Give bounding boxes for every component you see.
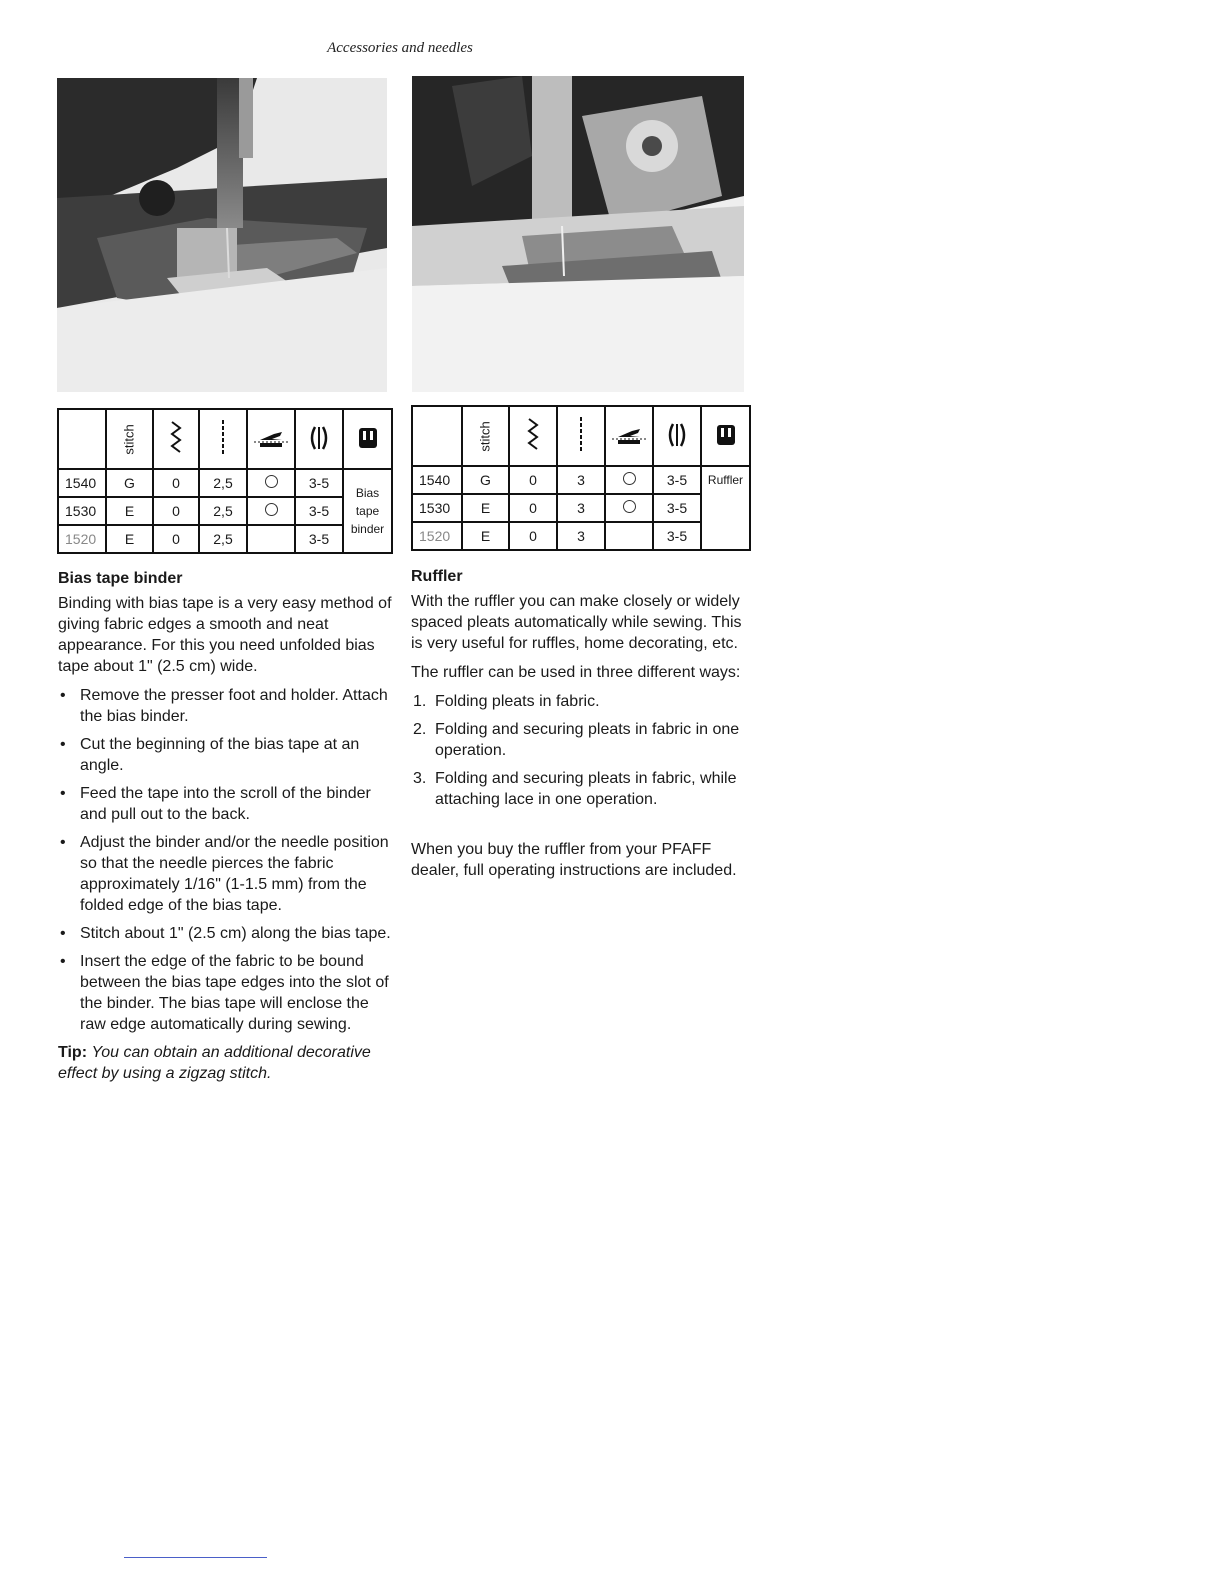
zigzag-stitch-width-icon [153,409,199,469]
model-cell: 1530 [412,494,462,522]
foot-label-line: tape [355,504,380,518]
table-row [412,466,750,494]
foot-cell [343,469,392,553]
circle-icon [265,475,278,488]
ways-list [411,691,749,810]
stitch-cell: G [462,466,509,494]
instruction-list [58,685,394,1035]
list-item [411,691,749,712]
spacer [411,817,749,839]
length-cell: 3 [557,494,605,522]
stitch-length-icon [557,406,605,466]
ways-intro: The ruffler can be used in three different ways: [411,664,741,681]
width-cell: 0 [509,522,557,550]
presser-foot-icon [343,409,392,469]
stitch-label: stitch [478,421,493,452]
tension-cell: 3-5 [295,497,343,525]
list-item: • Stitch about 1" (2.5 cm) along the bias tape. [58,923,394,944]
list-item: • Insert the edge of the fabric to be bound between the bias tape edges into the slot of the binder. The bias tape will enclose the raw edge automatically during sewing. [58,951,394,1035]
width-cell: 0 [153,525,199,553]
list-item: • Feed the tape into the scroll of the binder and pull out to the back. [58,783,394,825]
section-intro: With the ruffler you can make closely or widely spaced pleats automatically while sewing. This is very useful for ruffles, home decorating, etc. [411,593,742,652]
zigzag-stitch-width-icon [509,406,557,466]
bias-binder-settings-table [57,408,393,554]
step-number: 3. [413,770,427,787]
table-row [58,525,392,553]
table-row [412,494,750,522]
model-cell: 1540 [58,469,106,497]
presser-foot-icon [701,406,750,466]
stitch-header [462,406,509,466]
table-row [58,469,392,497]
foot-cell: Ruffler [701,466,750,550]
section-intro: Binding with bias tape is a very easy method of giving fabric edges a smooth and neat appearance. For this you need unfolded bias tape about 1" (2.5 cm) wide. [58,595,392,675]
step-text: Folding and securing pleats in fabric, while attaching lace in one operation. [435,770,737,808]
bias-binder-section [58,568,394,1092]
width-cell: 0 [153,497,199,525]
stitch-label: stitch [122,424,137,455]
stitch-length-icon [199,409,247,469]
circle-icon [623,500,636,513]
closing-note: When you buy the ruffler from your PFAFF dealer, full operating instructions are included. [411,841,737,879]
list-item [411,719,749,761]
model-cell: 1520 [412,522,462,550]
stitch-cell: G [106,469,153,497]
stitch-header [106,409,153,469]
thread-tension-icon [653,406,701,466]
list-item: • Cut the beginning of the bias tape at an angle. [58,734,394,776]
list-item: • Remove the presser foot and holder. Attach the bias binder. [58,685,394,727]
stitch-cell: E [106,525,153,553]
table-header-row [412,406,750,466]
step-number: 1. [413,693,427,710]
page-header: Accessories and needles [327,40,473,56]
length-cell: 2,5 [199,497,247,525]
width-cell: 0 [153,469,199,497]
table-row [58,497,392,525]
stitch-cell: E [462,494,509,522]
feed-cell [247,497,295,525]
model-cell: 1530 [58,497,106,525]
width-cell: 0 [509,494,557,522]
circle-icon [265,503,278,516]
feed-cell [605,466,653,494]
feed-cell [247,469,295,497]
length-cell: 2,5 [199,525,247,553]
tension-cell: 3-5 [653,522,701,550]
feed-cell [247,525,295,553]
length-cell: 3 [557,522,605,550]
list-item: • Adjust the binder and/or the needle position so that the needle pierces the fabric approximately 1/16" (1-1.5 mm) from the folded edge of the bias tape. [58,832,394,916]
tip-text: You can obtain an additional decorative effect by using a zigzag stitch. [58,1044,371,1082]
model-cell: 1540 [412,466,462,494]
ruffler-photo [412,76,744,392]
bias-binder-photo [57,78,387,392]
foot-label-line: binder [350,522,385,536]
stitch-cell: E [462,522,509,550]
model-header [412,406,462,466]
feed-cell [605,522,653,550]
section-heading: Bias tape binder [58,570,183,587]
ruffler-settings-table [411,405,751,551]
stitch-cell: E [106,497,153,525]
feed-dog-icon [605,406,653,466]
feed-cell [605,494,653,522]
table-header-row [58,409,392,469]
step-text: Folding pleats in fabric. [435,693,600,710]
length-cell: 3 [557,466,605,494]
tip [58,1042,394,1084]
list-item [411,768,749,810]
model-header [58,409,106,469]
step-number: 2. [413,721,427,738]
circle-icon [623,472,636,485]
thread-tension-icon [295,409,343,469]
length-cell: 2,5 [199,469,247,497]
footer-line [124,1557,267,1558]
feed-dog-icon [247,409,295,469]
step-text: Folding and securing pleats in fabric in one operation. [435,721,740,759]
table-row [412,522,750,550]
section-heading: Ruffler [411,568,463,585]
ruffler-section [411,566,749,889]
tension-cell: 3-5 [295,469,343,497]
width-cell: 0 [509,466,557,494]
tension-cell: 3-5 [653,494,701,522]
foot-label-line: Bias [355,486,380,500]
model-cell: 1520 [58,525,106,553]
tension-cell: 3-5 [653,466,701,494]
tension-cell: 3-5 [295,525,343,553]
tip-label: Tip: [58,1044,88,1061]
